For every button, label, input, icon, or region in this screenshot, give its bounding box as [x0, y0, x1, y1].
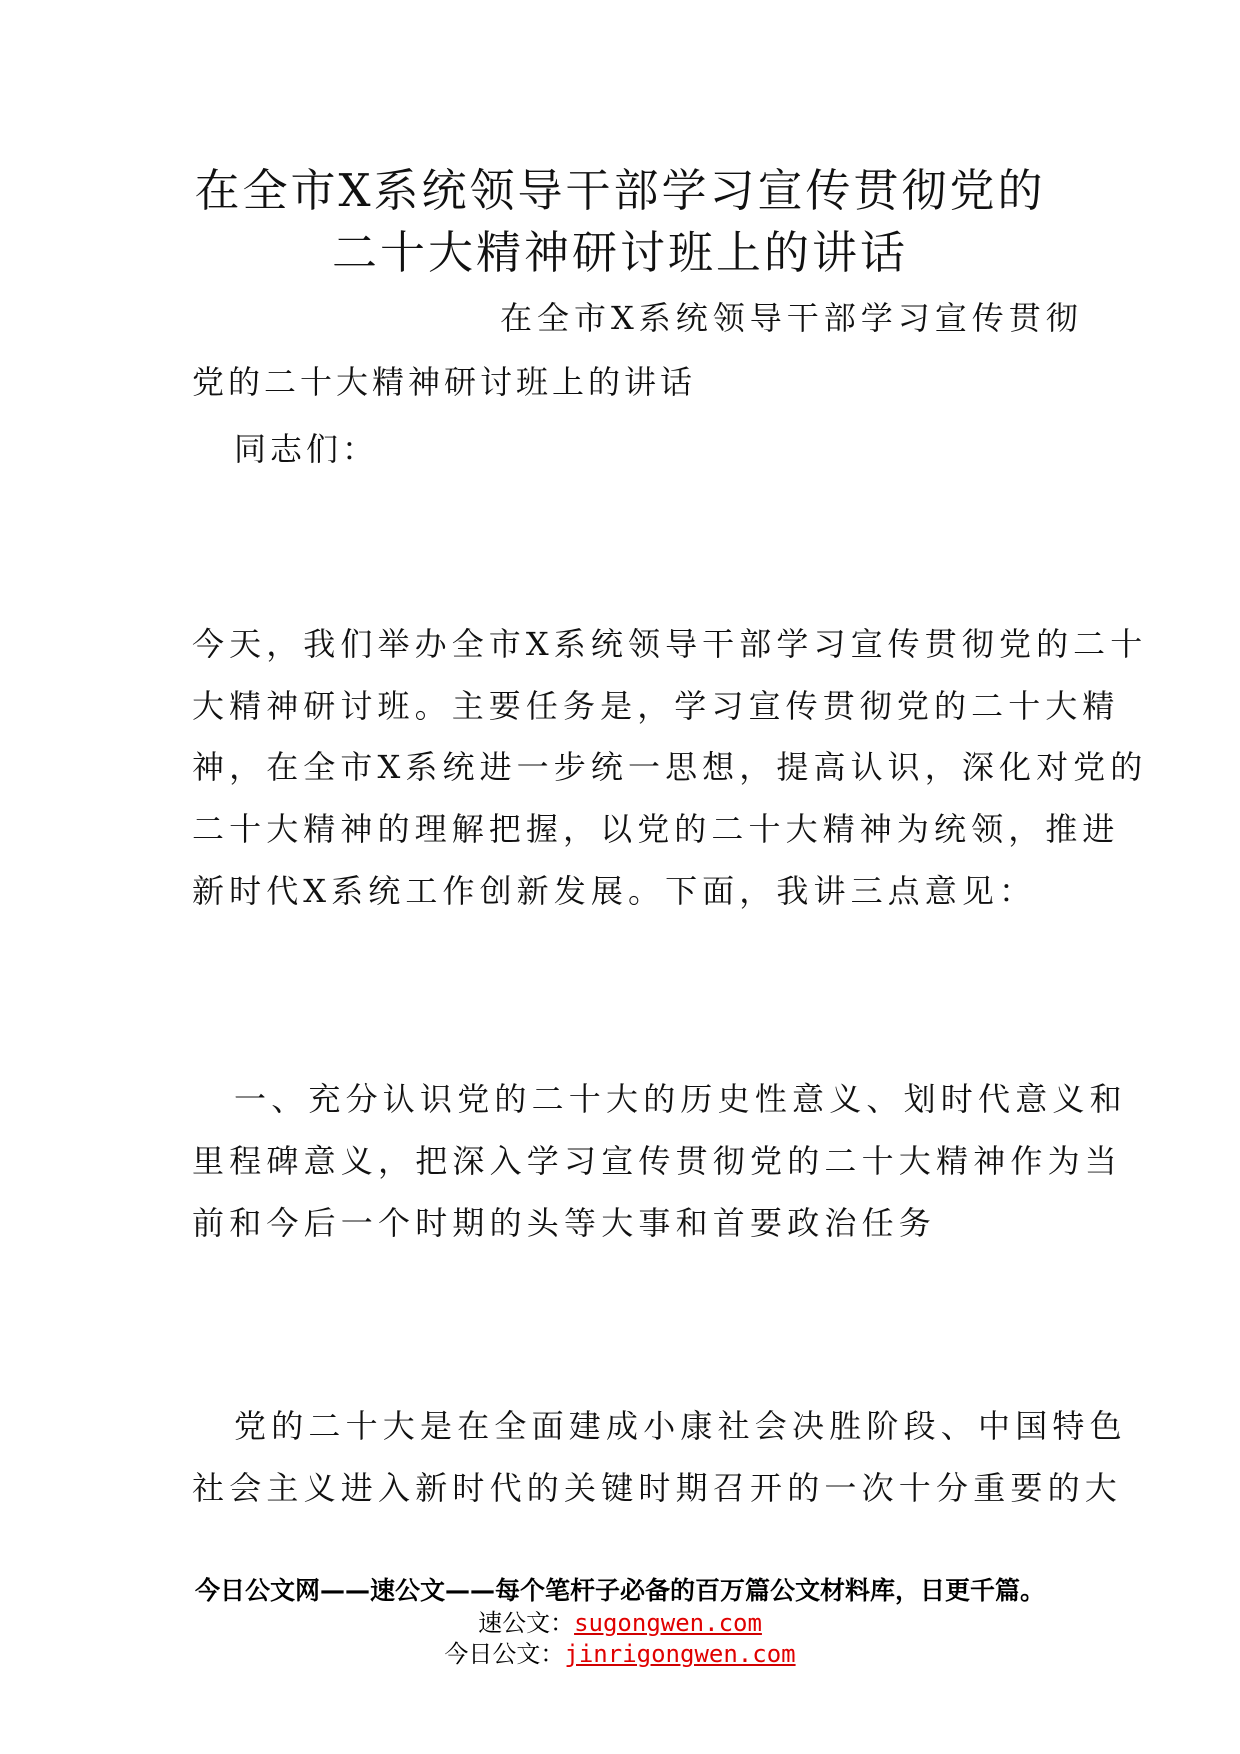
paragraph-2-line: 社会主义进入新时代的关键时期召开的一次十分重要的大 — [192, 1469, 1123, 1507]
document-title-line-2: 二十大精神研讨班上的讲话 — [331, 226, 908, 279]
paragraph-1-line: 大精神研讨班。主要任务是，学习宣传贯彻党的二十大精 — [192, 687, 1120, 725]
footer-jinrigongwen — [0, 1642, 1240, 1666]
footer-sugongwen — [0, 1611, 1240, 1635]
jinrigongwen-link[interactable]: jinrigongwen.com — [564, 1640, 796, 1668]
section-heading-line: 一、充分认识党的二十大的历史性意义、划时代意义和 — [234, 1080, 1127, 1118]
paragraph-1-line: 今天，我们举办全市X系统领导干部学习宣传贯彻党的二十 — [192, 625, 1148, 663]
section-heading-line: 前和今后一个时期的头等大事和首要政治任务 — [192, 1204, 937, 1242]
document-title-line-1: 在全市X系统领导干部学习宣传贯彻党的 — [194, 164, 1046, 217]
paragraph-1-line: 神，在全市X系统进一步统一思想，提高认识，深化对党的 — [192, 748, 1148, 786]
sugongwen-link[interactable]: sugongwen.com — [574, 1609, 762, 1637]
subtitle-line-1: 在全市X系统领导干部学习宣传贯彻 — [500, 299, 1083, 337]
subtitle-line-2: 党的二十大精神研讨班上的讲话 — [192, 363, 697, 401]
paragraph-1-line: 二十大精神的理解把握，以党的二十大精神为统领，推进 — [192, 810, 1120, 848]
greeting: 同志们： — [234, 430, 379, 468]
footer-jinrigongwen-label: 今日公文： — [444, 1640, 565, 1668]
paragraph-1-line: 新时代X系统工作创新发展。下面，我讲三点意见： — [192, 872, 1037, 910]
paragraph-2-line: 党的二十大是在全面建成小康社会决胜阶段、中国特色 — [234, 1407, 1127, 1445]
section-heading-line: 里程碑意义，把深入学习宣传贯彻党的二十大精神作为当 — [192, 1142, 1123, 1180]
footer-sugongwen-label: 速公文： — [478, 1609, 575, 1637]
footer-slogan: 今日公文网——速公文——每个笔杆子必备的百万篇公文材料库，日更千篇。 — [194, 1576, 1045, 1605]
